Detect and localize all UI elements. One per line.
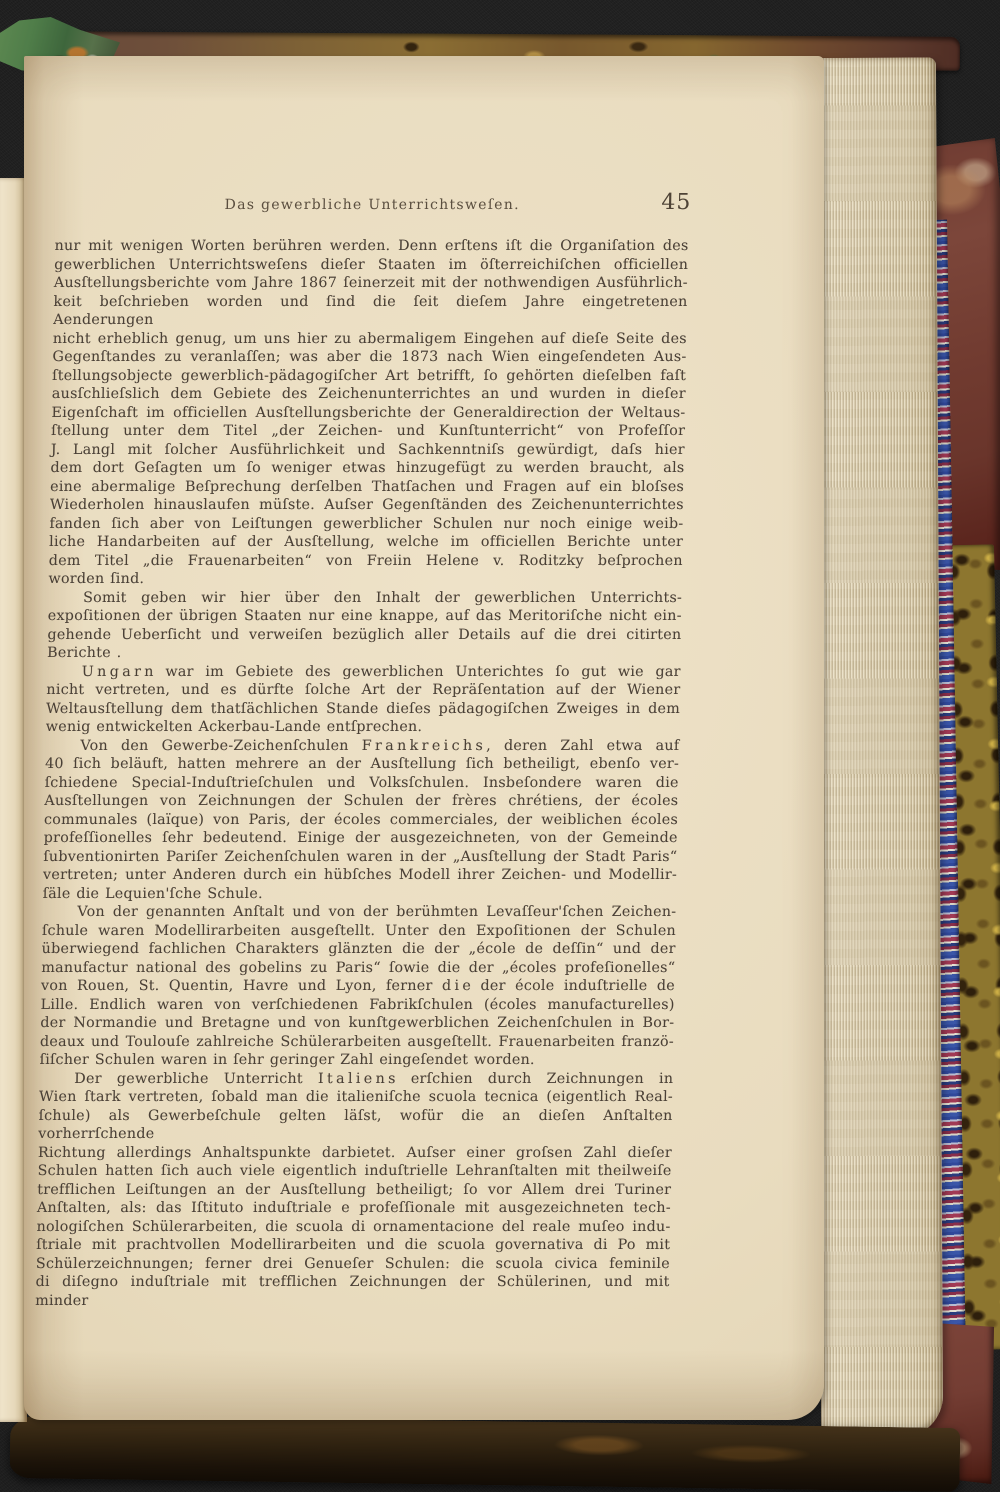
book-page — [24, 56, 824, 1420]
text-line: 40 ſich beläuft, hatten mehrere an der Ausſtellung ſich betheiligt, ebenſo ver- — [44, 756, 680, 772]
text-line: Schülerzeichnungen; ferner drei Genueſer Schulen: die scuola civica feminile — [35, 1255, 671, 1272]
paragraph — [35, 1070, 673, 1311]
text-line: ausſchlieſslich dem Gebiete des Zeichenunterrichtes an und wurden in dieſer — [51, 386, 686, 402]
running-head-title: Das gewerbliche Unterrichtsweſen. — [224, 197, 521, 213]
text-line: eine abermalige Beſprechung derſelben Thatſachen und Fragen auf ein bloſses — [49, 478, 685, 495]
text-line: ſchiedene Special-Induſtrieſchulen und Volksſchulen. Insbeſondere waren die — [44, 774, 679, 791]
text-line: worden ſind. — [48, 571, 145, 587]
paragraph — [42, 737, 679, 904]
text-line: der Normandie und Bretagne und von kunſtgewerblichen Zeichenſchulen in Bor- — [40, 1015, 675, 1031]
text-line: Wiederholen hinauslaufen müſste. Auſser Gegenſtänden des Zeichenunterrichtes — [49, 497, 684, 513]
text-line: von Rouen, St. Quentin, Havre und Lyon, ferner d i e der école induſtrielle de — [40, 978, 676, 994]
text-line: Berichte . — [46, 645, 122, 661]
text-line: Von den Gewerbe-Zeichenſchulen F r a n k r e i c h s , deren Zahl etwa auf — [80, 737, 680, 754]
text-line: gehende Ueberſicht und verweiſen bezüglich aller Details auf die drei citirten — [47, 626, 682, 643]
text-line: communales (laïque) von Paris, der écoles commerciales, der weiblichen écoles — [43, 811, 679, 828]
paragraph-container — [35, 237, 689, 1310]
text-line: gewerblichen Unterrichtsweſens dieſer Staaten im öſterreichiſchen officiellen — [54, 256, 689, 273]
text-line: überwiegend fachlichen Charakters glänzten die der „école de deſſin“ und der — [41, 941, 676, 957]
text-line: nur mit wenigen Worten berühren werden. Denn erſtens iſt die Organiſation des — [54, 238, 689, 254]
text-line: wenig entwickelten Ackerbau-Lande entſprechen. — [45, 719, 423, 735]
text-line: vertreten; unter Anderen durch ein hübſches Modell ihrer Zeichen- und Modellir- — [42, 867, 678, 883]
text-line: ſchule waren Modellirarbeiten ausgeſtellt. Unter den Expoſitionen der Schulen — [41, 922, 677, 939]
text-line: ſäle die Lequien'ſche Schule. — [42, 885, 263, 902]
text-line: nologiſchen Schülerarbeiten, die scuola di ornamentacione del reale muſeo indu- — [36, 1218, 671, 1235]
text-line: Wien ſtark vertreten, ſobald man die italieniſche scuola tecnica (eigentlich Real- — [38, 1089, 674, 1105]
text-line: U n g a r n war im Gebiete des gewerblichen Unterichtes ſo gut wie gar — [81, 663, 681, 680]
text-line: J. Langl mit ſolcher Ausführlichkeit und Sachkenntniſs gewürdigt, daſs hier — [50, 441, 685, 458]
page-stack-fore-edge — [814, 57, 943, 1438]
text-line: Weltausſtellung dem thatſächlichen Stande dieſes pädagogiſchen Zweiges in dem — [45, 700, 681, 717]
paragraph — [39, 903, 676, 1070]
text-line: Somit geben wir hier über den Inhalt der gewerblichen Unterrichts- — [82, 589, 683, 606]
paragraph — [47, 589, 682, 663]
text-line: di diſegno induſtriale mit trefflichen Zeichnungen der Schülerinen, und mit minder — [35, 1274, 670, 1309]
text-line: dem dort Geſagten um ſo weniger etwas hinzugefügt zu werden braucht, als — [50, 460, 685, 476]
text-line: Der gewerbliche Unterricht I t a l i e n s erſchien durch Zeichnungen in — [74, 1070, 674, 1087]
page-number: 45 — [661, 190, 692, 215]
text-line: Richtung allerdings Anhaltspunkte darbietet. Auſser einer groſsen Zahl dieſer — [37, 1144, 673, 1161]
text-line: profeſſionelles ſehr bedeutend. Einige der ausgezeichneten, von der Gemeinde — [43, 830, 678, 846]
book-cover-bottom-edge — [10, 1414, 961, 1492]
text-line: Ausſtellungen von Zeichnungen der Schulen der frères chrétiens, der écoles — [44, 793, 679, 809]
text-line: deaux und Toulouſe zahlreiche Schülerarbeiten ausgeſtellt. Frauenarbeiten franzö- — [39, 1033, 675, 1050]
text-line: ſtellungsobjecte gewerblich-pädagogiſcher Art betrifft, ſo gehörten dieſelben faſt — [51, 367, 687, 384]
text-line: nicht vertreten, und es dürfte ſolche Art der Repräſentation auf der Wiener — [46, 682, 681, 698]
text-line: ſchule) als Gewerbeſchule gelten läſst, wofür die an dieſen Anſtalten vorherrſchende — [38, 1107, 673, 1142]
page-text-block — [33, 56, 692, 1420]
text-line: nicht erheblich genug, um uns hier zu abermaligem Eingehen auf dieſe Seite des — [52, 330, 687, 347]
text-line: liche Handarbeiten auf der Ausſtellung, welche im officiellen Berichte unter — [48, 534, 684, 550]
text-line: Anſtalten, als: das Iſtituto induſtriale e profeſſionale mit ausgezeichneten tech- — [36, 1200, 672, 1216]
text-line: fanden ſich aber von Leiſtungen gewerblicher Schulen nur noch einige weib- — [49, 515, 684, 532]
paragraph — [48, 237, 688, 589]
text-line: Ausſtellungsberichte vom Jahre 1867 ſeinerzeit mit der nothwendigen Ausführlich- — [53, 275, 688, 291]
text-line: keit beſchrieben worden und ſind die ſeit dieſem Jahre eingetretenen Aenderungen — [53, 293, 688, 328]
paragraph — [46, 663, 681, 737]
text-line: Schulen hatten ſich auch viele eigentlich induſtrielle Lehranſtalten mit theilweiſe — [37, 1163, 672, 1179]
text-line: Lille. Endlich waren von verſchiedenen Fabrikſchulen (écoles manufacturelles) — [40, 996, 675, 1013]
running-head — [55, 190, 692, 223]
previous-page-sliver — [0, 178, 27, 1422]
text-line: expoſitionen der übrigen Staaten nur eine knappe, auf das Meritoriſche nicht ein- — [47, 608, 682, 624]
text-line: ſiſcher Schulen waren in ſehr geringer Zahl eingeſendet worden. — [39, 1052, 535, 1068]
text-line: manufactur national des gobelins zu Paris“ ſowie die der „écoles profeſionelles“ — [41, 959, 676, 976]
text-line: ſtriale mit prachtvollen Modellirarbeiten und die scuola governativa di Po mit — [36, 1237, 671, 1253]
text-line: Von der genannten Anſtalt und von der berühmten Levaſſeur'ſchen Zeichen- — [77, 904, 677, 920]
text-line: Eigenſchaft im officiellen Ausſtellungsberichte der Generaldirection der Weltaus- — [51, 404, 686, 421]
text-line: trefflichen Leiſtungen an der Ausſtellung betheiligt; ſo vor Allem drei Turiner — [37, 1181, 672, 1198]
text-line: ſtellung unter dem Titel „der Zeichen- und Kunſtunterricht“ von Profeſſor — [50, 423, 686, 439]
text-line: Gegenſtandes zu veranlaſſen; was aber die 1873 nach Wien eingeſendeten Aus- — [52, 349, 687, 365]
text-line: dem Titel „die Frauenarbeiten“ von Freiin Helene v. Roditzky beſprochen — [48, 552, 683, 569]
text-line: ſubventionirten Pariſer Zeichenſchulen waren in der „Ausſtellung der Stadt Paris“ — [43, 848, 678, 865]
